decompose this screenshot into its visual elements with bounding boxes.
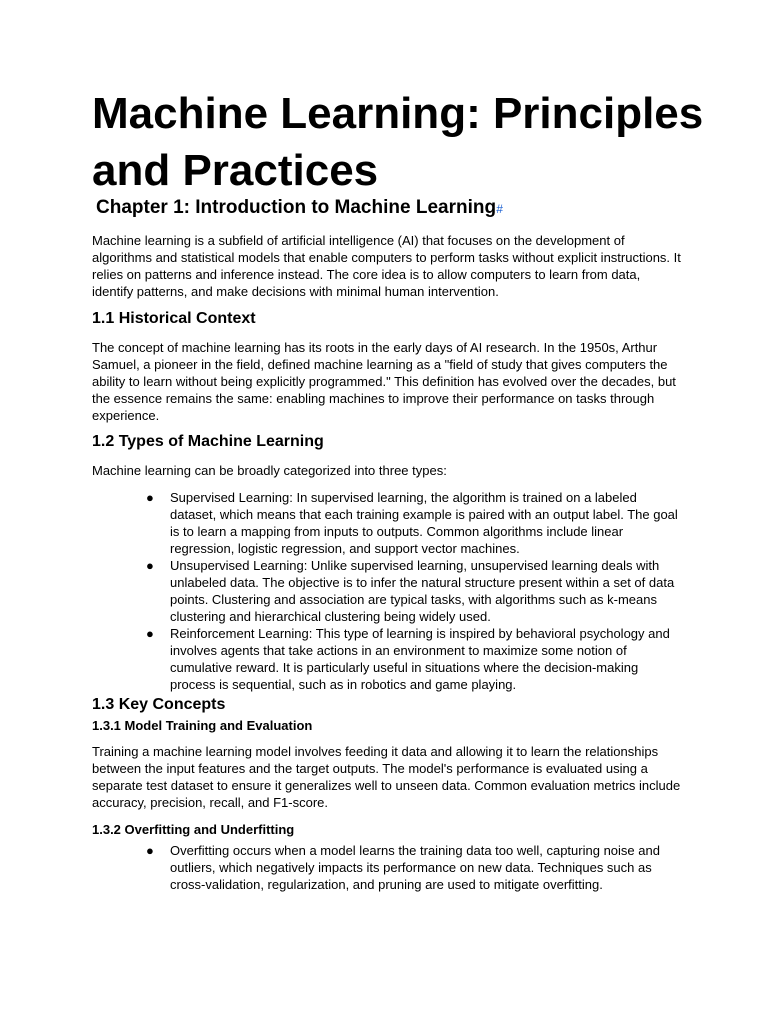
bullet-icon: ● bbox=[146, 843, 154, 858]
list-item-text: Supervised Learning: In supervised learning, the algorithm is trained on a labeled dataset, which means that each training example is paired with an output label. The goal is to learn a mapping from inputs to outputs. Common algorithms include linear regression, logistic regression, and support vector machines. bbox=[170, 490, 678, 556]
subsection-heading-overfitting: 1.3.2 Overfitting and Underfitting bbox=[92, 822, 295, 837]
list-item-text: Unsupervised Learning: Unlike supervised learning, unsupervised learning deals with unlabeled data. The objective is to infer the natural structure present within a set of data points. Clustering and association are typical tasks, with algorithms such as k-means clustering and hierarchical clustering being widely used. bbox=[170, 558, 675, 624]
intro-paragraph: Machine learning is a subfield of artificial intelligence (AI) that focuses on the development of algorithms and statistical models that enable computers to perform tasks without explicit instructions. It relies on patterns and inference instead. The core idea is to allow computers to learn from data, identify patterns, and make decisions with minimal human intervention. bbox=[92, 233, 681, 299]
bullet-icon: ● bbox=[146, 490, 154, 505]
training-paragraph: Training a machine learning model involves feeding it data and allowing it to learn the relationships between the input features and the target outputs. The model's performance is evaluated using a separate test dataset to ensure it generalizes well to unseen data. Common evaluation metrics include accuracy, precision, recall, and F1-score. bbox=[92, 744, 681, 810]
section-heading-historical-context: 1.1 Historical Context bbox=[92, 310, 256, 327]
list-item bbox=[92, 842, 682, 893]
chapter-heading bbox=[96, 196, 503, 221]
list-item-text: Overfitting occurs when a model learns the training data too well, capturing noise and outliers, which negatively impacts its performance on new data. Techniques such as cross-validation, regularization, and pruning are used to mitigate overfitting. bbox=[170, 843, 660, 892]
types-bullet-list bbox=[92, 489, 682, 693]
list-item-text: Reinforcement Learning: This type of learning is inspired by behavioral psychology and involves agents that take actions in an environment to maximize some notion of cumulative reward. It is particularly useful in situations where the decision-making process is sequential, such as in robotics and game playing. bbox=[170, 626, 670, 692]
types-intro-paragraph: Machine learning can be broadly categorized into three types: bbox=[92, 463, 447, 478]
section-heading-types: 1.2 Types of Machine Learning bbox=[92, 433, 324, 450]
list-item bbox=[92, 557, 682, 625]
subsection-heading-training: 1.3.1 Model Training and Evaluation bbox=[92, 718, 313, 733]
section-heading-key-concepts: 1.3 Key Concepts bbox=[92, 696, 226, 713]
chapter-anchor-link[interactable]: # bbox=[496, 202, 503, 216]
bullet-icon: ● bbox=[146, 558, 154, 573]
chapter-heading-text: Chapter 1: Introduction to Machine Learning bbox=[96, 197, 497, 218]
overfitting-bullet-list bbox=[92, 842, 682, 893]
list-item bbox=[92, 625, 682, 693]
historical-context-paragraph: The concept of machine learning has its roots in the early days of AI research. In the 1950s, Arthur Samuel, a pioneer in the field, defined machine learning as a "field of study that gives computers the ability to learn without being explicitly programmed." This definition has evolved over the decades, but the essence remains the same: enabling machines to improve their performance on tasks through experience. bbox=[92, 340, 676, 423]
bullet-icon: ● bbox=[146, 626, 154, 641]
list-item bbox=[92, 489, 682, 557]
page-title: Machine Learning: Principles and Practices bbox=[92, 89, 704, 195]
